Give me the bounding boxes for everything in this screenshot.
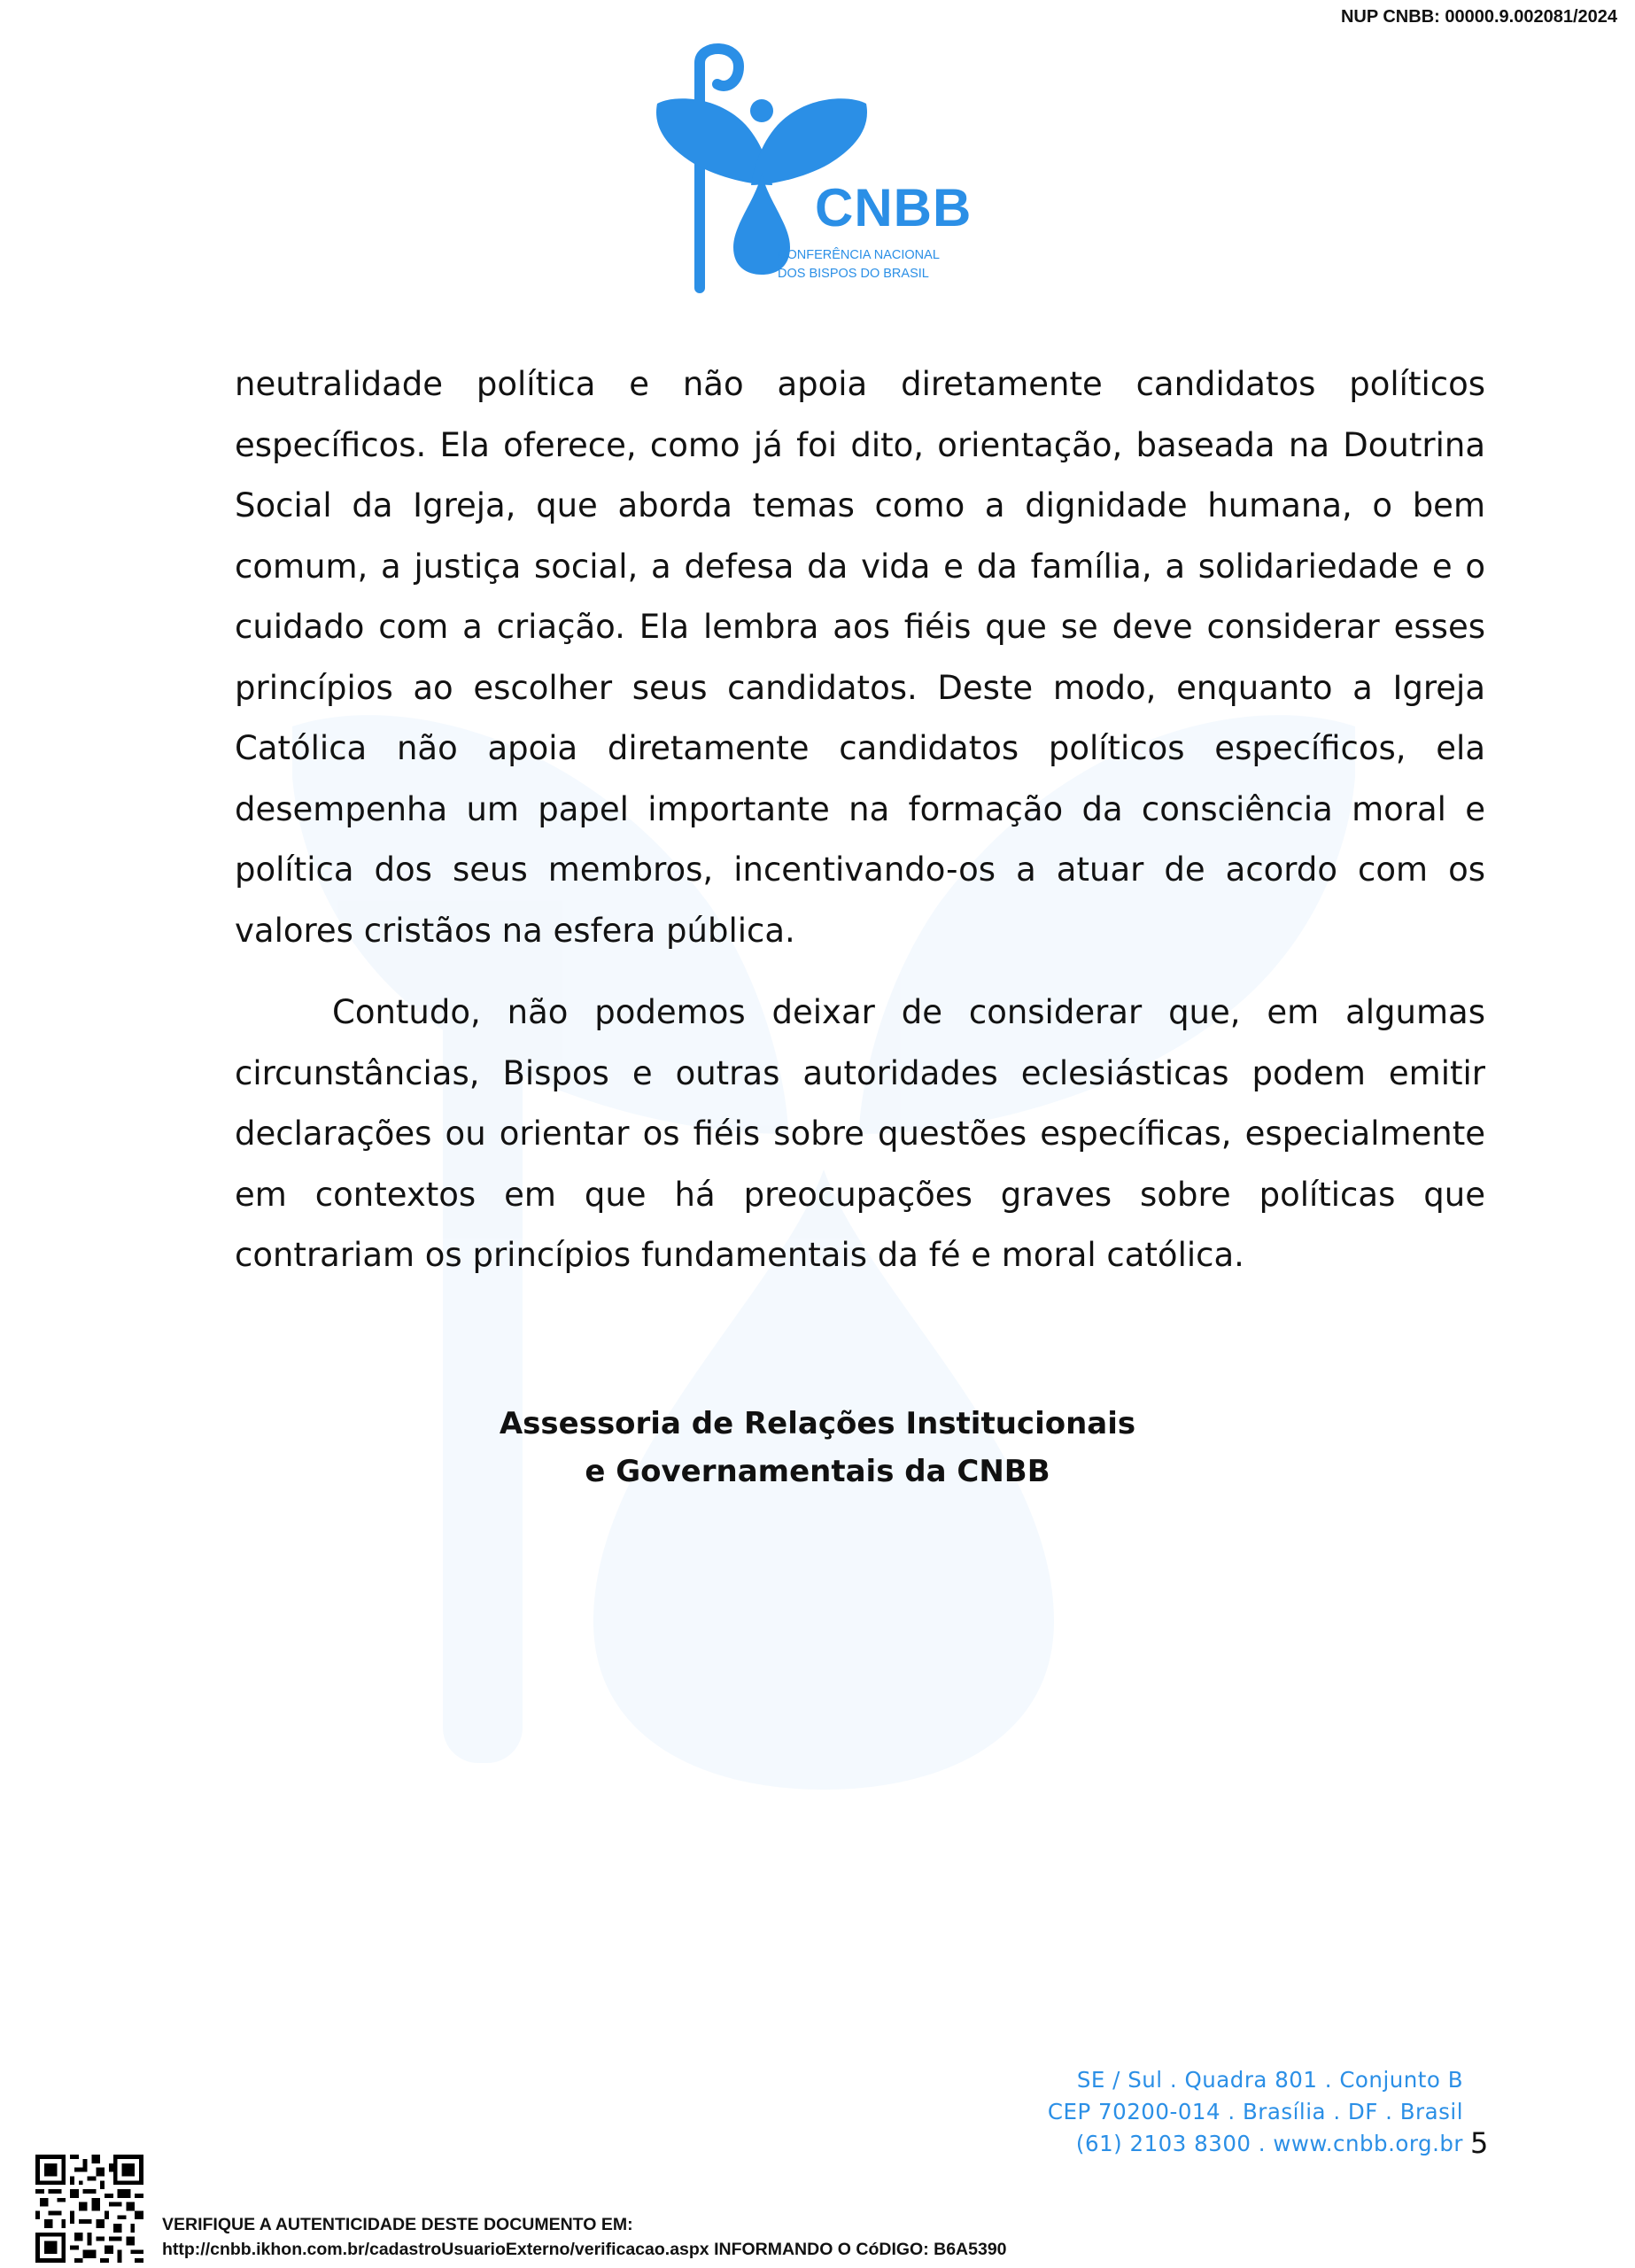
signature-block — [0, 1400, 1635, 1495]
document-body — [235, 354, 1485, 1286]
qr-code-icon — [35, 2155, 143, 2263]
nup-number: NUP CNBB: 00000.9.002081/2024 — [1340, 7, 1617, 27]
signature-line1: Assessoria de Relações Institucionais — [499, 1406, 1136, 1441]
logo-subtitle-line1: CONFERÊNCIA NACIONAL — [778, 248, 940, 262]
footer-address — [1048, 2064, 1463, 2160]
paragraph-1: neutralidade política e não apoia diretamente candidatos políticos específicos. Ela oferece, como já foi dito, orientação, baseada na Doutrina Social da Igreja, que aborda temas como a dignidade humana, o bem comum, a justiça social, a defesa da vida e da família, a solidariedade e o cuidado com a criação. Ela lembra aos fiéis que se deve considerar esses princípios ao escolher seus candidatos. Deste modo, enquanto a Igreja Católica não apoia diretamente candidatos políticos específicos, ela desempenha um papel importante na formação da consciência moral e política dos seus membros, incentivando-os a atuar de acordo com os valores cristãos na esfera pública. — [235, 365, 1485, 950]
address-line3: (61) 2103 8300 . www.cnbb.org.br — [1075, 2131, 1463, 2156]
address-line1: SE / Sul . Quadra 801 . Conjunto B — [1076, 2067, 1463, 2093]
address-line2: CEP 70200-014 . Brasília . DF . Brasil — [1047, 2099, 1463, 2124]
logo-wordmark: CNBB — [815, 178, 972, 237]
verification-notice — [162, 2212, 1007, 2262]
signature-line2: e Governamentais da CNBB — [585, 1454, 1050, 1489]
page-number: 5 — [1470, 2126, 1489, 2160]
logo-subtitle — [778, 246, 946, 284]
verify-link[interactable]: http://cnbb.ikhon.com.br/cadastroUsuarioExterno/verificacao.aspx INFORMANDO O CóDIGO: B6A5390 — [162, 2240, 1007, 2259]
verify-line1: VERIFIQUE A AUTENTICIDADE DESTE DOCUMENTO EM: — [162, 2215, 633, 2234]
paragraph-2: Contudo, não podemos deixar de considerar que, em algumas circunstâncias, Bispos e outras autoridades eclesiásticas podem emitir declarações ou orientar os fiéis sobre questões específicas, especialmente em contextos em que há preocupações graves sobre políticas que contrariam os princípios fundamentais da fé e moral católica. — [235, 993, 1485, 1274]
logo-subtitle-line2: DOS BISPOS DO BRASIL — [778, 267, 929, 281]
